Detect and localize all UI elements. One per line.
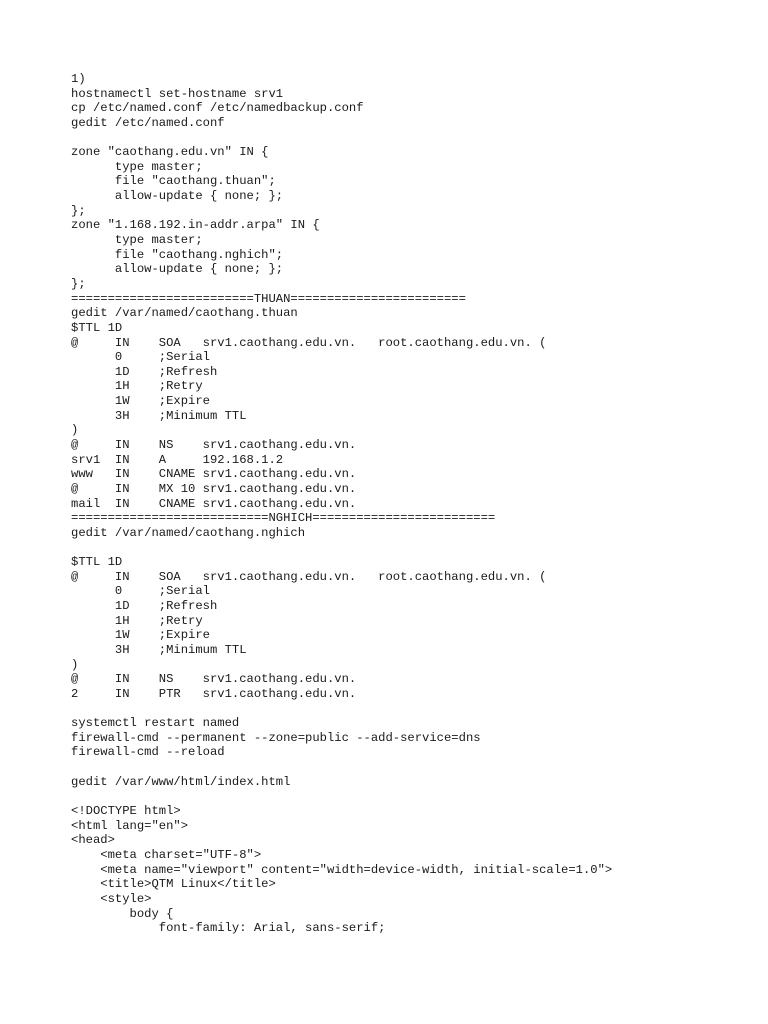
document-line: type master; xyxy=(71,233,203,248)
document-line: firewall-cmd --permanent --zone=public --add-service=dns xyxy=(71,730,481,745)
document-line: 1H ;Retry xyxy=(71,379,203,394)
document-line: 1) xyxy=(71,72,86,86)
document-line xyxy=(71,541,751,556)
document-line: 1W ;Expire xyxy=(71,394,210,409)
document-line: $TTL 1D xyxy=(71,320,123,335)
document-line: $TTL 1D xyxy=(71,555,123,570)
document-line: =========================THUAN======================== xyxy=(71,291,466,306)
document-line: 3H ;Minimum TTL xyxy=(71,408,247,423)
document-line: 1D ;Refresh xyxy=(71,364,218,379)
document-line xyxy=(71,702,751,717)
document-line: }; xyxy=(71,203,86,218)
document-line: ) xyxy=(71,657,79,672)
document-line: ) xyxy=(71,423,79,438)
document-line: <html lang="en"> xyxy=(71,818,189,833)
document-line: font-family: Arial, sans-serif; xyxy=(71,921,386,936)
document-page xyxy=(71,72,751,936)
document-line xyxy=(71,131,751,146)
document-line: <!DOCTYPE html> xyxy=(71,804,181,819)
document-line: www IN CNAME srv1.caothang.edu.vn. xyxy=(71,467,357,482)
document-line: 1D ;Refresh xyxy=(71,599,218,614)
document-line: 2 IN PTR srv1.caothang.edu.vn. xyxy=(71,686,357,701)
document-line: @ IN MX 10 srv1.caothang.edu.vn. xyxy=(71,481,357,496)
document-line: hostnamectl set-hostname srv1 xyxy=(71,86,284,101)
document-line: zone "caothang.edu.vn" IN { xyxy=(71,145,269,160)
document-line: srv1 IN A 192.168.1.2 xyxy=(71,452,284,467)
document-line: zone "1.168.192.in-addr.arpa" IN { xyxy=(71,218,320,233)
document-line: <style> xyxy=(71,891,152,906)
document-line: 1H ;Retry xyxy=(71,613,203,628)
document-line: ===========================NGHICH========================= xyxy=(71,511,496,526)
document-line: allow-update { none; }; xyxy=(71,262,284,277)
document-line: type master; xyxy=(71,159,203,174)
document-line: gedit /var/named/caothang.thuan xyxy=(71,306,298,321)
document-line: 0 ;Serial xyxy=(71,584,210,599)
document-line xyxy=(71,760,751,775)
document-line: <head> xyxy=(71,833,115,848)
document-line: @ IN SOA srv1.caothang.edu.vn. root.caothang.edu.vn. ( xyxy=(71,569,547,584)
document-line: <title>QTM Linux</title> xyxy=(71,877,276,892)
document-line: @ IN NS srv1.caothang.edu.vn. xyxy=(71,672,357,687)
document-line: <meta charset="UTF-8"> xyxy=(71,847,262,862)
document-line: gedit /var/www/html/index.html xyxy=(71,774,291,789)
document-line: cp /etc/named.conf /etc/namedbackup.conf xyxy=(71,101,364,116)
document-line: @ IN NS srv1.caothang.edu.vn. xyxy=(71,438,357,453)
document-line: 0 ;Serial xyxy=(71,350,210,365)
document-line: file "caothang.thuan"; xyxy=(71,174,276,189)
document-line: body { xyxy=(71,906,174,921)
document-line: systemctl restart named xyxy=(71,716,240,731)
document-line: firewall-cmd --reload xyxy=(71,745,225,760)
document-line: file "caothang.nghich"; xyxy=(71,247,284,262)
document-line: allow-update { none; }; xyxy=(71,189,284,204)
document-line: mail IN CNAME srv1.caothang.edu.vn. xyxy=(71,496,357,511)
document-line xyxy=(71,789,751,804)
document-line: gedit /etc/named.conf xyxy=(71,115,225,130)
document-line: 3H ;Minimum TTL xyxy=(71,642,247,657)
document-line: <meta name="viewport" content="width=device-width, initial-scale=1.0"> xyxy=(71,862,613,877)
document-line: 1W ;Expire xyxy=(71,628,210,643)
document-line: @ IN SOA srv1.caothang.edu.vn. root.caothang.edu.vn. ( xyxy=(71,335,547,350)
document-line: gedit /var/named/caothang.nghich xyxy=(71,525,306,540)
document-line: }; xyxy=(71,276,86,291)
